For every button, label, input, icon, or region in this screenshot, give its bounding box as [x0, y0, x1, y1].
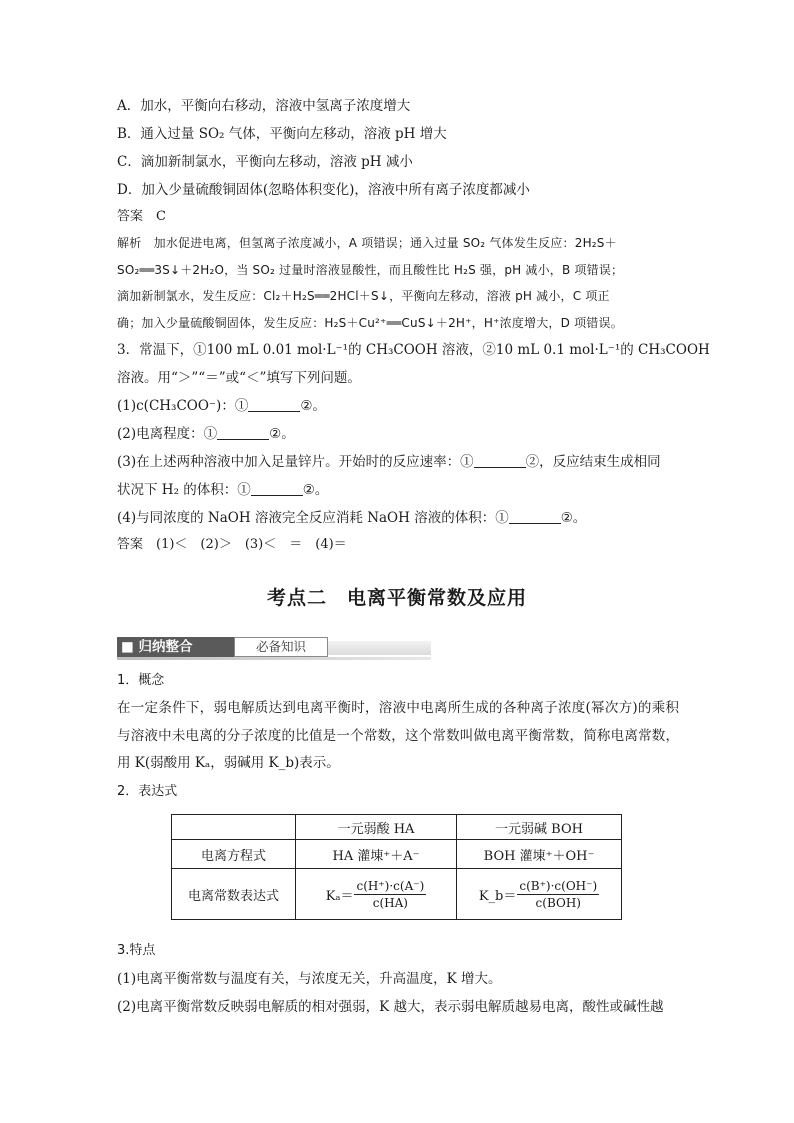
row-label-constant: 电离常数表达式	[172, 869, 296, 920]
answer-blank	[248, 397, 300, 412]
question-3-line-2: 溶液。用“＞”“＝”或“＜”填写下列问题。	[117, 370, 361, 386]
banner-dark-label: ■ 归纳整合	[117, 637, 234, 657]
part-2-tail: ②。	[269, 426, 295, 442]
part-4-tail: ②。	[560, 510, 587, 526]
header-weak-acid: 一元弱酸 HA	[296, 815, 457, 840]
question-3-part-4	[117, 504, 679, 532]
answer-2: 答案 (1)＜ (2)＞ (3)＜ ＝ (4)＝	[117, 537, 347, 552]
banner-light-label: 必备知识	[234, 637, 328, 657]
question-block	[117, 92, 710, 558]
banner-rule	[328, 641, 431, 655]
features-block	[117, 937, 679, 1021]
explanation-line-3: 滴加新制氯水，发生反应：Cl₂＋H₂S══2HCl＋S↓，平衡向左移动，溶液 pH 减小，C 项正	[117, 289, 610, 303]
part-3-text: (3)在上述两种溶液中加入足量锌片。开始时的反应速率：①	[117, 454, 474, 470]
kb-fraction	[517, 878, 599, 911]
acid-equation: HA 灌埬⁺＋A⁻	[296, 840, 457, 869]
kb-denominator: c(BOH)	[535, 895, 581, 910]
acid-constant-cell	[296, 869, 457, 920]
question-3-part-1	[117, 392, 679, 420]
table-corner-cell	[172, 815, 296, 840]
ka-fraction	[354, 878, 426, 911]
ka-label: Kₐ＝	[325, 888, 354, 904]
part-1-text: (1)c(CH₃COO⁻)：①	[117, 398, 249, 414]
part-2-text: (2)电离程度：①	[117, 426, 218, 442]
part-3-tail: ②，反应结束生成相同	[525, 454, 661, 470]
feature-1: (1)电离平衡常数与温度有关，与浓度无关，升高温度，K 增大。	[117, 971, 502, 987]
part-4-text: (4)与同浓度的 NaOH 溶液完全反应消耗 NaOH 溶液的体积：①	[117, 510, 509, 526]
question-3-part-3	[117, 448, 679, 476]
feature-2: (2)电离平衡常数反映弱电解质的相对强弱，K 越大，表示弱电解质越易电离，酸性或碱性越	[117, 999, 664, 1015]
explanation-line-4: 确；加入少量硫酸铜固体，发生反应：H₂S＋Cu²⁺══CuS↓＋2H⁺，H⁺浓度增大，D 项错误。	[117, 315, 623, 330]
ka-numerator: c(H⁺)·c(A⁻)	[356, 878, 425, 893]
part-1-tail: ②。	[300, 398, 326, 414]
explanation-line-1: 解析 加水促进电离，但氢离子浓度减小，A 项错误；通入过量 SO₂ 气体发生反应：2H₂S＋	[117, 236, 617, 250]
option-b: B．通入过量 SO₂ 气体，平衡向左移动，溶液 pH 增大	[117, 126, 447, 142]
features-heading: 3.特点	[117, 943, 156, 958]
answer-blank	[474, 453, 526, 468]
header-weak-base: 一元弱碱 BOH	[457, 815, 622, 840]
expression-heading: 2．表达式	[117, 783, 178, 799]
expression-table	[171, 814, 622, 920]
option-d: D．加入少量硫酸铜固体(忽略体积变化)，溶液中所有离子浓度都减小	[117, 182, 530, 198]
concept-text: 在一定条件下，弱电解质达到电离平衡时，溶液中电离所生成的各种离子浓度(幂次方)的乘积与溶液中未电离的分子浓度的比值是一个常数，这个常数叫做电离平衡常数，简称电离常数，用 K(弱酸用 Kₐ，弱碱用 K_b)表示。	[117, 700, 679, 771]
banner-underline	[117, 657, 431, 660]
answer-blank	[217, 425, 269, 440]
question-3-line-1: 3．常温下，①100 mL 0.01 mol·L⁻¹的 CH₃COOH 溶液，②10 mL 0.1 mol·L⁻¹的 CH₃COOH	[117, 342, 710, 358]
answer-blank	[509, 509, 561, 524]
kb-numerator: c(B⁺)·c(OH⁻)	[519, 878, 598, 893]
question-3-part-3-cont	[117, 476, 679, 504]
ka-denominator: c(HA)	[372, 895, 408, 910]
answer-blank	[251, 481, 303, 496]
part-3-cont-tail: ②。	[302, 482, 329, 498]
section-title: 考点二 电离平衡常数及应用	[266, 587, 527, 609]
concept-block	[117, 667, 679, 806]
concept-heading: 1．概念	[117, 673, 165, 688]
part-3-cont-text: 状况下 H₂ 的体积：①	[117, 482, 251, 498]
option-c: C．滴加新制氯水，平衡向左移动，溶液 pH 减小	[117, 154, 413, 170]
answer-1: 答案 C	[117, 209, 166, 224]
row-label-equation: 电离方程式	[172, 840, 296, 869]
section-banner	[117, 637, 431, 659]
question-3-part-2	[117, 420, 679, 448]
option-a: A．加水，平衡向右移动，溶液中氢离子浓度增大	[117, 98, 411, 114]
base-equation: BOH 灌埬⁺＋OH⁻	[457, 840, 622, 869]
base-constant-cell	[457, 869, 622, 920]
explanation-line-2: SO₂══3S↓＋2H₂O，当 SO₂ 过量时溶液显酸性，而且酸性比 H₂S 强，pH 减小，B 项错误；	[117, 262, 624, 277]
kb-label: K_b＝	[478, 888, 517, 904]
